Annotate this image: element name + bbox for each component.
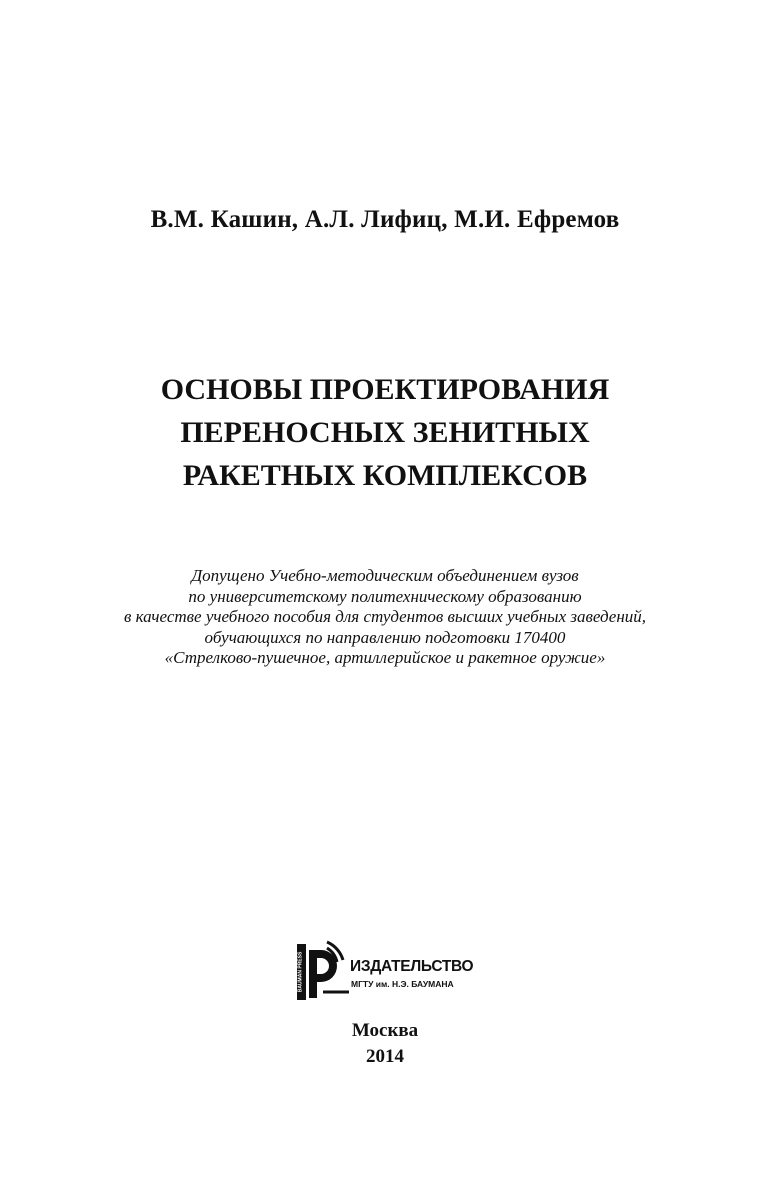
publisher-subname: МГТУ им. Н.Э. БАУМАНА <box>351 979 454 989</box>
publisher-logo <box>293 940 493 1004</box>
title-line: ПЕРЕНОСНЫХ ЗЕНИТНЫХ <box>180 416 590 449</box>
approval-line: в качестве учебного пособия для студентов высших учебных заведений, <box>123 607 647 626</box>
publication-city: Москва <box>351 1020 419 1041</box>
publisher-name: ИЗДАТЕЛЬСТВО <box>350 958 474 975</box>
publisher-emblem-icon <box>293 940 355 1004</box>
title-line: ОСНОВЫ ПРОЕКТИРОВАНИЯ <box>160 373 610 406</box>
approval-line: Допущено Учебно-методическим объединением вузов <box>191 566 579 585</box>
approval-line: по университетскому политехническому образованию <box>188 586 582 606</box>
publication-year: 2014 <box>366 1046 404 1067</box>
book-title <box>0 368 770 497</box>
authors: В.М. Кашин, А.Л. Лифиц, М.И. Ефремов <box>150 206 620 233</box>
approval-line: «Стрелково-пушечное, артиллерийское и ракетное оружие» <box>164 648 606 667</box>
approval-note <box>0 566 770 669</box>
title-line: РАКЕТНЫХ КОМПЛЕКСОВ <box>182 459 588 492</box>
approval-line: обучающихся по направлению подготовки 170400 <box>204 627 566 647</box>
logo-vertical-text: BAUMAN PRESS <box>297 951 304 993</box>
